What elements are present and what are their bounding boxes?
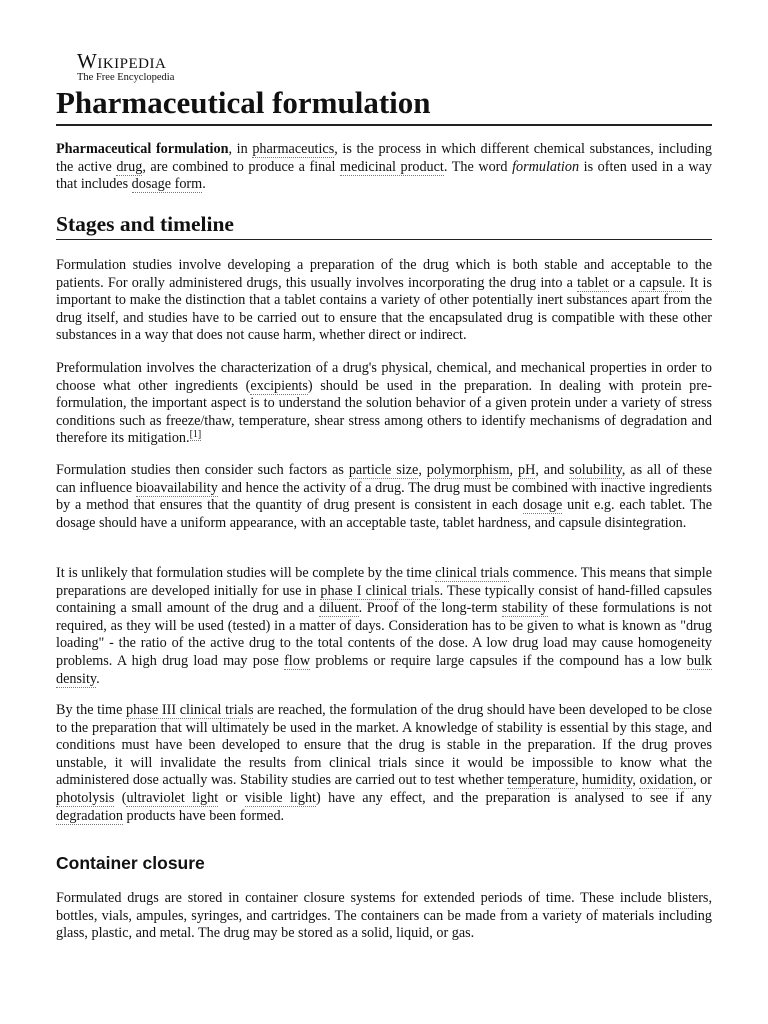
text-run: . It is important to make the distinction that a tablet contains a variety of other potentially inert substances apart from the drug itself, and studies have to be carried out to ensure that the encapsulated drug is compatible with these other substances in a way that does not cause harm, whether direct or indirect.: [56, 274, 712, 344]
link-polymorphism[interactable]: polymorphism: [426, 462, 510, 478]
link-degradation[interactable]: degradation: [56, 807, 123, 824]
link-solubility[interactable]: solubility: [569, 462, 622, 478]
paragraph-stages-3: [56, 462, 712, 532]
text-run: ,: [574, 772, 583, 789]
link-drug[interactable]: drug: [116, 158, 143, 175]
paragraph-stages-2: [56, 360, 712, 448]
section-heading-stages: Stages and timeline: [56, 211, 712, 240]
link-visible-light[interactable]: visible light: [244, 789, 316, 806]
link-temperature[interactable]: temperature: [507, 772, 575, 789]
link-flow[interactable]: flow: [284, 652, 311, 669]
text-run: Preformulation involves the characterization of a drug's physical, chemical, and mechanical properties in order to choose what other ingredients (: [56, 360, 712, 394]
reference-link-1[interactable]: [1]: [189, 428, 202, 440]
link-phase-iii-clinical-trials[interactable]: phase III clinical trials: [126, 702, 254, 718]
link-dosage[interactable]: dosage: [522, 497, 563, 514]
text-run: is often used in a way that includes: [56, 158, 712, 193]
link-pharmaceutics[interactable]: pharmaceutics: [252, 141, 335, 157]
text-run: , as all of these can influence: [56, 462, 712, 496]
text-run: Formulation studies then consider such factors as: [56, 462, 349, 478]
text-run: .: [202, 176, 206, 193]
lead-paragraph: [56, 141, 712, 194]
text-run: unit e.g. each tablet. The dosage should have a uniform appearance, with an acceptable taste, tablet hardness, and capsule disintegration.: [56, 497, 712, 531]
text-run: , in: [228, 141, 253, 157]
link-dosage-form[interactable]: dosage form: [131, 176, 203, 193]
link-oxidation[interactable]: oxidation: [639, 772, 694, 789]
link-bulk-density[interactable]: bulk density: [56, 652, 712, 687]
text-run: ,: [418, 462, 427, 478]
text-run: Formulation studies involve developing a preparation of the drug which is both stable and acceptable to the patients. For orally administered drugs, this usually involves incorporating the drug into a: [56, 257, 712, 291]
link-ultraviolet-light[interactable]: ultraviolet light: [126, 789, 219, 806]
page-title: Pharmaceutical formulation: [56, 84, 712, 126]
text-run: . Proof of the long-term: [358, 600, 502, 617]
text-run: . The word: [443, 158, 513, 175]
link-diluent[interactable]: diluent: [319, 600, 359, 617]
text-run: , is the process in which different chemical substances, including the active: [56, 141, 713, 175]
text-run: and hence the activity of a drug. The drug must be combined with inactive ingredients by a method that ensures that the quantity of drug present is consistent in each: [56, 479, 713, 514]
link-phase-i-clinical-trials[interactable]: phase I clinical trials: [320, 582, 440, 599]
text-run: ) should be used in the preparation. In dealing with protein pre-formulation, the important aspect is to understand the solution behavior of a given protein under a variety of stress conditions such as freeze/thaw, temperature, shear stress among others to identify mechanisms of degradation and therefore its mitigation.: [56, 377, 713, 447]
text-run: problems or require large capsules if the compound has a low: [310, 652, 687, 669]
link-tablet[interactable]: tablet: [577, 274, 609, 291]
text-run: commence. This means that simple preparations are developed initially for use in: [56, 565, 712, 599]
link-bioavailability[interactable]: bioavailability: [135, 479, 218, 496]
logo-wordmark: Wikipedia: [77, 49, 167, 73]
link-particle-size[interactable]: particle size: [348, 462, 419, 478]
subsection-heading-container-closure: Container closure: [56, 853, 205, 873]
text-run: It is unlikely that formulation studies will be complete by the time: [56, 565, 436, 581]
text-run: , and: [535, 462, 570, 478]
link-excipients[interactable]: excipients: [250, 377, 308, 394]
link-stability[interactable]: stability: [502, 600, 548, 617]
text-run: , are combined to produce a final: [142, 158, 341, 175]
text-run: By the time: [56, 702, 126, 718]
text-run: . These typically consist of hand-filled capsules containing a small amount of the drug and a: [56, 582, 712, 617]
paragraph-stages-1: [56, 257, 712, 345]
link-ph[interactable]: pH: [517, 462, 536, 478]
paragraph-container-closure: Formulated drugs are stored in container closure systems for extended periods of time. These include blisters, bottles, vials, ampules, syringes, and cartridges. The containers can be made from a variety of materials including glass, plastic, and metal. The drug may be stored as a solid, liquid, or gas.: [56, 890, 712, 942]
text-run: , or: [693, 772, 712, 789]
text-run: are reached, the formulation of the drug should have been developed to be close to the preparation that will ultimately be used in the market. A knowledge of stability is essential by this stage, and conditions must have been developed to ensure that the drug is stable in the preparation. If the drug proves unstable, it will invalidate the results from clinical trials since it would be impossible to know what the administered dose actually was. Stability studies are carried out to test whether: [56, 702, 712, 789]
link-capsule[interactable]: capsule: [639, 274, 682, 291]
text-run: (: [114, 789, 127, 806]
text-run: or a: [608, 274, 640, 291]
logo-tagline: The Free Encyclopedia: [77, 72, 175, 83]
link-humidity[interactable]: humidity: [582, 772, 633, 789]
link-photolysis[interactable]: photolysis: [56, 789, 115, 806]
text-run: ,: [632, 772, 640, 789]
text-run: of these formulations is not required, as they will be used (tested) in a matter of days. Consideration has to be given to what is known as "drug loading" - the ratio of the active drug to the total contents of the dose. A low drug load may cause homogeneity problems. A high drug load may pose: [56, 600, 712, 669]
link-medicinal-product[interactable]: medicinal product: [340, 158, 444, 175]
text-run: or: [218, 789, 245, 806]
paragraph-stages-5: [56, 702, 712, 825]
text-run: .: [96, 670, 100, 687]
lead-bold-term: Pharmaceutical formulation: [56, 141, 229, 157]
text-run: ) have any effect, and the preparation is analysed to see if any: [316, 789, 712, 806]
link-clinical-trials[interactable]: clinical trials: [435, 565, 509, 581]
italic-term: formulation: [512, 158, 580, 175]
paragraph-stages-4: [56, 565, 712, 688]
text-run: ,: [509, 462, 518, 478]
wikipedia-logo[interactable]: [77, 50, 217, 84]
text-run: products have been formed.: [122, 807, 285, 824]
